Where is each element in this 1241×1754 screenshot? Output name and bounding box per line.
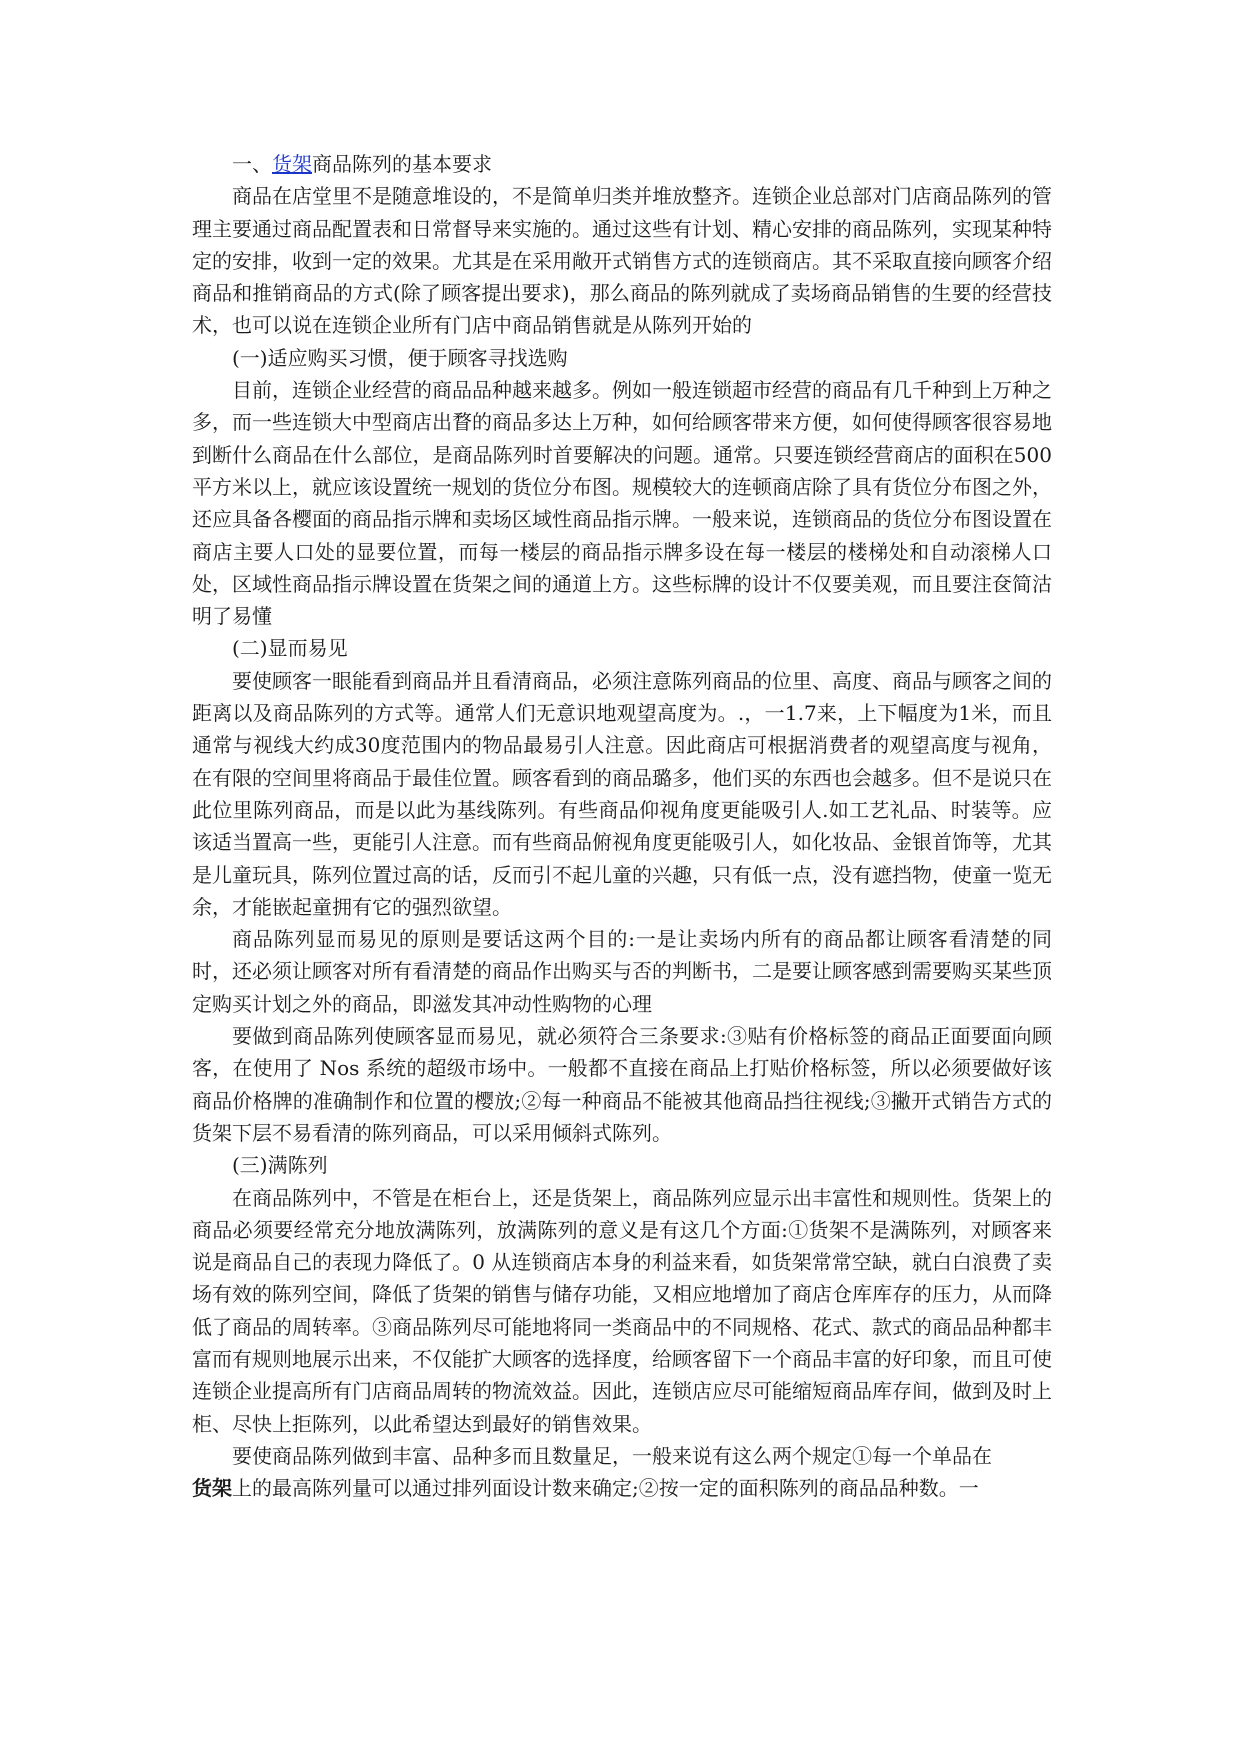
subheading-2: (二)显而易见 xyxy=(232,636,348,661)
paragraph-2c: 要做到商品陈列使顾客显而易见，就必须符合三条要求:③贴有价格标签的商品正面要面向顾客，在使用了 Nos 系统的超级市场中。一般都不直接在商品上打贴价格标签，所以必须要做好该商品价格牌的准确制作和位置的樱放;②每一种商品不能被其他商品挡往视线;③撇开式销告方式的货架下层不易看清的陈列商品，可以采用倾斜式陈列。 xyxy=(192,1024,1052,1145)
tail-text: 上的最高陈列量可以通过排列面设计数来确定;②按一定的面积陈列的商品品种数。一 xyxy=(232,1476,979,1501)
section-title xyxy=(192,148,1052,180)
paragraph-2b: 商品陈列显而易见的原则是要话这两个目的:一是让卖场内所有的商品都让顾客看清楚的同时，还必须让顾客对所有看清楚的商品作出购买与否的判断书，二是要让顾客感到需要购买某些顶定购买计划之外的商品，即滋发其冲动性购物的心理 xyxy=(192,927,1052,1016)
subheading-1: (一)适应购买习惯，便于顾客寻找选购 xyxy=(232,345,568,370)
paragraph-intro: 商品在店堂里不是随意堆设的，不是简单归类并堆放整齐。连锁企业总部对门店商品陈列的管理主要通过商品配置表和日常督导来实施的。通过这些有计划、精心安排的商品陈列，实现某种特定的安排，收到一定的效果。尤其是在采用敞开式销售方式的连锁商店。其不采取直接向顾客介绍商品和推销商品的方式(除了顾客提出要求)，那么商品的陈列就成了卖场商品销售的生要的经营技术，也可以说在连锁企业所有门店中商品销售就是从陈列开始的 xyxy=(192,184,1052,338)
paragraph-3b: 要使商品陈列做到丰富、品种多而且数量足，一般来说有这么两个规定①每一个单品在 xyxy=(232,1443,992,1468)
paragraph-3b-continued xyxy=(192,1472,1052,1504)
paragraph-1: 目前，连锁企业经营的商品品种越来越多。例如一般连锁超市经营的商品有几千种到上万种之多，而一些连锁大中型商店出瞀的商品多达上万种，如何给顾客带来方便，如何使得顾客很容易地到断什么商品在什么部位，是商品陈列时首要解决的问题。通常。只要连锁经营商店的面积在500平方米以上，就应该设置统一规划的货位分布图。规模较大的连顿商店除了具有货位分布图之外，还应具备各樱面的商品指示牌和卖场区域性商品指示牌。一般来说，连锁商品的货位分布图设置在商店主要人口处的显要位置，而每一楼层的商品指示牌多设在每一楼层的楼梯处和自动滚梯人口处，区域性商品指示牌设置在货架之间的通道上方。这些标牌的设计不仅要美观，而且要注奁简沽明了易懂 xyxy=(192,378,1052,629)
title-prefix: 一、 xyxy=(232,152,272,176)
title-suffix: 商品陈列的基本要求 xyxy=(312,152,492,176)
paragraph-3a: 在商品陈列中，不管是在柜台上，还是货架上，商品陈列应显示出丰富性和规则性。货架上的商品必须要经常充分地放满陈列，放满陈列的意义是有这几个方面:①货架不是满陈列，对顾客来说是商品自己的表现力降低了。0 从连锁商店本身的利益来看，如货架常常空缺，就白白浪费了卖场有效的陈列空间，降低了货架的销售与储存功能，又相应地增加了商店仓库库存的压力，从而降低了商品的周转率。③商品陈列尽可能地将同一类商品中的不同规格、花式、款式的商品品种都丰富而有规则地展示出来，不仅能扩大顾客的选择度，给顾客留下一个商品丰富的好印象，而且可使连锁企业提高所有门店商品周转的物流效益。因此，连锁店应尽可能缩短商品库存间，做到及时上柜、尽快上拒陈列，以此希望达到最好的销售效果。 xyxy=(192,1185,1052,1436)
title-link-shelf[interactable]: 货架 xyxy=(272,152,312,176)
paragraph-2a: 要使顾客一眼能看到商品并且看清商品，必须注意陈列商品的位里、高度、商品与顾客之间的距离以及商品陈列的方式等。通常人们无意识地观望高度为。.，一1.7来，上下幅度为1米，而且通常与视线大约成30度范围内的物品最易引人注意。因此商店可根据消费者的观望高度与视角，在有限的空间里将商品于最佳位置。顾客看到的商品璐多，他们买的东西也会越多。但不是说只在此位里陈列商品，而是以此为基线陈列。有些商品仰视角度更能吸引人.如工艺礼品、时装等。应该适当置高一些，更能引人注意。而有些商品俯视角度更能吸引人，如化妆品、金银首饰等，尤其是儿童玩具，陈列位置过高的话，反而引不起儿童的兴趣，只有低一点，没有遮挡物，使童一览无余，才能嵌起童拥有它的强烈欲望。 xyxy=(192,668,1052,919)
subheading-3: (三)满陈列 xyxy=(232,1153,328,1178)
document-body xyxy=(192,148,1052,1504)
tail-keyword-shelf: 货架 xyxy=(192,1476,232,1501)
